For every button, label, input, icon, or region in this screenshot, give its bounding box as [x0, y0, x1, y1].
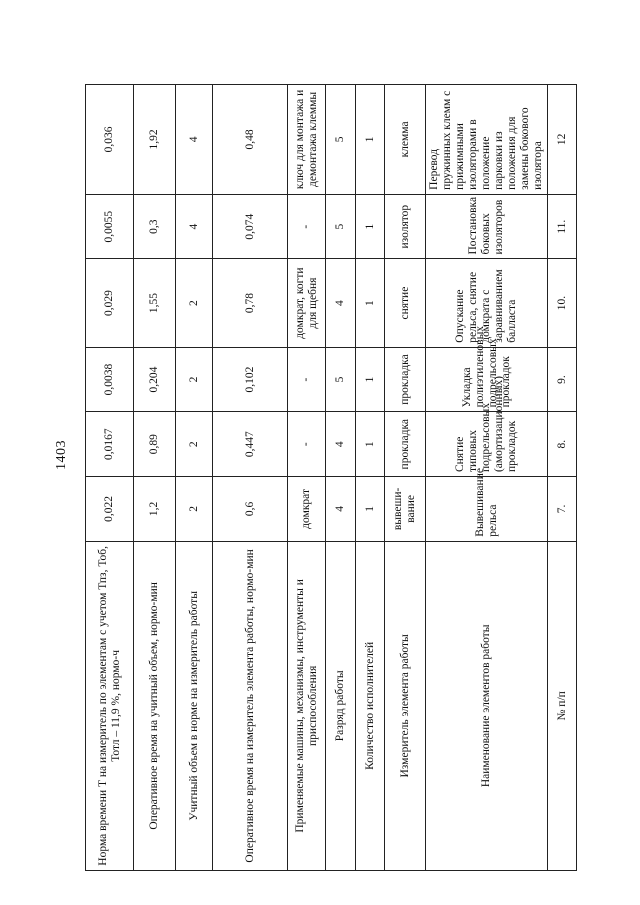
cell-work-grade: 4: [326, 412, 356, 477]
cell-performers-count: 1: [356, 347, 385, 412]
cell-time-norm: 0,036: [86, 85, 134, 195]
cell-measure-unit: клемма: [385, 85, 426, 195]
cell-accounting-volume: 4: [176, 85, 213, 195]
cell-time-norm: 0,0055: [86, 194, 134, 259]
cell-operative-time-per-volume: 1,2: [134, 477, 176, 542]
cell-operative-time-per-unit: 0,074: [213, 194, 288, 259]
cell-work-grade: 4: [326, 477, 356, 542]
cell-performers-count: 1: [356, 259, 385, 347]
cell-work-grade: 5: [326, 194, 356, 259]
cell-measure-unit: прокладка: [385, 412, 426, 477]
cell-accounting-volume: 2: [176, 259, 213, 347]
field-row-performers-count: [356, 85, 385, 871]
cell-number: 7.: [548, 477, 577, 542]
cell-time-norm: 0,0167: [86, 412, 134, 477]
cell-machines-tools: -: [288, 347, 326, 412]
cell-performers-count: 1: [356, 477, 385, 542]
column-header-operative-time-per-unit: Оперативное время на измеритель элемента работы, нормо-мин: [213, 541, 288, 870]
field-row-accounting-volume: [176, 85, 213, 871]
column-header-accounting-volume: Учитный объем в норме на измеритель работы: [176, 541, 213, 870]
cell-time-norm: 0,0038: [86, 347, 134, 412]
cell-work-element-name: Перевод пружинных клемм с прижимными изоляторами в положение парковки из положения для замены бокового изолятора: [426, 85, 548, 195]
cell-performers-count: 1: [356, 412, 385, 477]
cell-number: 12: [548, 85, 577, 195]
cell-performers-count: 1: [356, 194, 385, 259]
cell-number: 11.: [548, 194, 577, 259]
column-header-measure-unit: Измеритель элемента работы: [385, 541, 426, 870]
field-row-time-norm: [86, 85, 134, 871]
cell-measure-unit: вывеши-вание: [385, 477, 426, 542]
cell-work-grade: 4: [326, 259, 356, 347]
field-row-work-element-name: [426, 85, 548, 871]
field-row-operative-time-per-volume: [134, 85, 176, 871]
cell-operative-time-per-unit: 0,78: [213, 259, 288, 347]
page-number: [49, 440, 75, 470]
cell-work-element-name: Постановка боковых изоляторов: [426, 194, 548, 259]
cell-work-element-name: Опускание рельса, снятие домкрата с заравниванием балласта: [426, 259, 548, 347]
cell-operative-time-per-volume: 1,92: [134, 85, 176, 195]
cell-operative-time-per-volume: 0,3: [134, 194, 176, 259]
field-row-number: [548, 85, 577, 871]
cell-number: 10.: [548, 259, 577, 347]
column-header-performers-count: Количество исполнителей: [356, 541, 385, 870]
cell-work-grade: 5: [326, 85, 356, 195]
cell-machines-tools: домкрат, когти для щебня: [288, 259, 326, 347]
field-row-work-grade: [326, 85, 356, 871]
cell-work-element-name: Укладка полиэтиленовых подрельсовых прокладок: [426, 347, 548, 412]
rotated-table-frame: [85, 84, 568, 871]
cell-work-element-name: Снятие типовых подрельсовых (амортизационных) прокладок: [426, 412, 548, 477]
cell-machines-tools: домкрат: [288, 477, 326, 542]
cell-operative-time-per-volume: 0,204: [134, 347, 176, 412]
column-header-work-element-name: Наименование элементов работы: [426, 541, 548, 870]
page-number-text: 1403: [54, 440, 69, 470]
cell-measure-unit: прокладка: [385, 347, 426, 412]
cell-operative-time-per-unit: 0,447: [213, 412, 288, 477]
cell-time-norm: 0,022: [86, 477, 134, 542]
cell-measure-unit: изолятор: [385, 194, 426, 259]
column-header-number: № п/п: [548, 541, 577, 870]
column-header-work-grade: Разряд работы: [326, 541, 356, 870]
cell-accounting-volume: 2: [176, 477, 213, 542]
cell-number: 9.: [548, 347, 577, 412]
cell-machines-tools: -: [288, 194, 326, 259]
cell-accounting-volume: 2: [176, 412, 213, 477]
column-header-operative-time-per-volume: Оперативное время на учитный объем, нормо-мин: [134, 541, 176, 870]
cell-accounting-volume: 2: [176, 347, 213, 412]
cell-accounting-volume: 4: [176, 194, 213, 259]
column-header-time-norm: Норма времени Т на измеритель по элементам с учетом Тпз, Тоб, Тотл – 11,9 %, нормо-ч: [86, 541, 134, 870]
cell-operative-time-per-volume: 0,89: [134, 412, 176, 477]
cell-operative-time-per-volume: 1,55: [134, 259, 176, 347]
cell-operative-time-per-unit: 0,48: [213, 85, 288, 195]
cell-operative-time-per-unit: 0,6: [213, 477, 288, 542]
cell-work-element-name: Вывешивание рельса: [426, 477, 548, 542]
cell-machines-tools: ключ для монтажа и демонтажа клеммы: [288, 85, 326, 195]
cell-time-norm: 0,029: [86, 259, 134, 347]
cell-operative-time-per-unit: 0,102: [213, 347, 288, 412]
field-row-operative-time-per-unit: [213, 85, 288, 871]
work-elements-table-container: [85, 84, 568, 871]
cell-number: 8.: [548, 412, 577, 477]
column-header-machines-tools: Применяемые машины, механизмы, инструменты и приспособления: [288, 541, 326, 870]
cell-performers-count: 1: [356, 85, 385, 195]
cell-measure-unit: снятие: [385, 259, 426, 347]
field-row-measure-unit: [385, 85, 426, 871]
cell-machines-tools: -: [288, 412, 326, 477]
cell-work-grade: 5: [326, 347, 356, 412]
work-elements-table: [85, 84, 577, 871]
field-row-machines-tools: [288, 85, 326, 871]
